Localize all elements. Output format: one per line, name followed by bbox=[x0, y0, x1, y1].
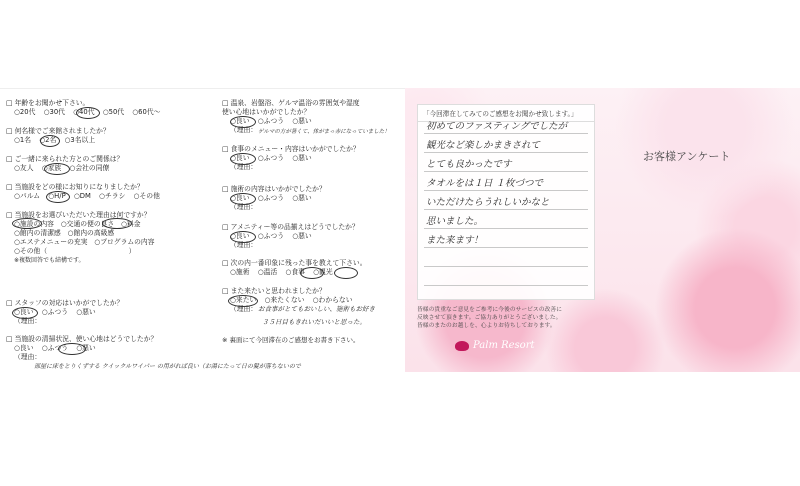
option-good[interactable]: ○良い bbox=[230, 232, 250, 240]
comment-line: 初めてのファスティングでしたが bbox=[424, 121, 588, 134]
option-good[interactable]: ○良い bbox=[14, 308, 34, 316]
option-average[interactable]: ○ふつう bbox=[41, 344, 69, 352]
circle-mark bbox=[40, 135, 60, 147]
question-reason: □ 当施設をお選びいただいた理由は何ですか？ ○施設の内容 ○交通の便の良さ ○料金 ○館内の清潔感 ○館内の高級感 ○エステメニューの充実 ○プログラムの内容 ○その他（ ） ※複数回答でも結構です。 bbox=[6, 211, 155, 264]
option-flyer[interactable]: ○チラシ bbox=[99, 192, 126, 200]
question-age: □ 年齢をお聞かせ下さい。 ○20代 ○30代 ○40代 ○50代 ○60代～ bbox=[6, 99, 161, 116]
comment-line: いただけたらうれしいかなと bbox=[424, 197, 588, 210]
option-not-return[interactable]: ○来たくない bbox=[264, 296, 305, 304]
option-good[interactable]: ○良い bbox=[230, 117, 250, 125]
question-companion: □ ご一緒に来られた方とのご関係は？ ○友人 ○家族 ○会社の同僚 bbox=[6, 155, 124, 172]
option-dm[interactable]: ○DM bbox=[73, 192, 91, 200]
question-source: □ 当施設をどの様にお知りになりましたか？ ○パルム ○H/P ○DM ○チラシ ○その他 bbox=[6, 183, 160, 200]
question-bath: □ 温泉、岩盤浴、ゲルマ温浴の雰囲気や湿度 使い心地はいかがでしたか？ ○良い ○ふつう ○悪い （理由： bbox=[222, 99, 360, 134]
circle-mark bbox=[230, 153, 256, 165]
handwritten-comment: ゲルマの方が暑くて、体がまっ赤になっていました！ bbox=[258, 129, 390, 135]
option-average[interactable]: ○ふつう bbox=[257, 154, 285, 162]
option-meal[interactable]: ○食事 bbox=[285, 268, 305, 276]
circle-mark bbox=[46, 191, 70, 203]
option-60s[interactable]: ○60代～ bbox=[132, 108, 161, 116]
option-unsure[interactable]: ○わからない bbox=[312, 296, 353, 304]
survey-title: お客様アンケート bbox=[643, 150, 731, 163]
comment-card bbox=[417, 104, 595, 300]
option-average[interactable]: ○ふつう bbox=[257, 232, 285, 240]
option-homepage[interactable]: ○H/P bbox=[48, 192, 66, 200]
handwritten-comment: ３５日目もきれいだいいと思った。 bbox=[262, 318, 366, 326]
circle-mark bbox=[230, 116, 256, 128]
option-bad[interactable]: ○悪い bbox=[76, 344, 96, 352]
option-3-plus[interactable]: ○3名以上 bbox=[64, 136, 96, 144]
handwritten-comment: 部屋に床をとりくずする クイックルワイパー の用がれば良い（お湯にたって日の髪が落ちないので bbox=[34, 363, 301, 370]
survey-sheet bbox=[0, 88, 800, 372]
option-average[interactable]: ○ふつう bbox=[257, 117, 285, 125]
circle-mark bbox=[230, 193, 256, 205]
comment-line: 観光など楽しかまきされて bbox=[424, 140, 588, 153]
footer-message: 皆様の貴重なご意見をご参考に今後のサービスの改善に 反映させて頂きます。ご協力ありがとうございました。 皆様のまたのお越しを、心よりお待ちしております。 bbox=[417, 307, 562, 329]
circle-mark bbox=[102, 218, 132, 229]
comment-page bbox=[405, 88, 800, 372]
option-palm[interactable]: ○パルム bbox=[14, 192, 41, 200]
circle-mark bbox=[334, 267, 358, 279]
comment-line bbox=[424, 273, 588, 286]
option-good[interactable]: ○良い bbox=[230, 194, 250, 202]
comment-line bbox=[424, 254, 588, 267]
comment-line: また来ます！ bbox=[424, 235, 588, 248]
footnote: ※ 裏面にて今回滞在のご感想をお書き下さい。 bbox=[222, 336, 360, 344]
circle-mark bbox=[300, 267, 324, 279]
option-bad[interactable]: ○悪い bbox=[292, 232, 312, 240]
comment-line: 思いました。 bbox=[424, 216, 588, 229]
option-average[interactable]: ○ふつう bbox=[41, 308, 69, 316]
option-good[interactable]: ○良い bbox=[14, 344, 34, 352]
option-other[interactable]: ○その他 bbox=[133, 192, 160, 200]
option-40s[interactable]: ○40代 bbox=[73, 108, 95, 116]
question-meal: □ 食事のメニュー・内容はいかがでしたか？ ○良い ○ふつう ○悪い （理由： bbox=[222, 145, 360, 171]
option-average[interactable]: ○ふつう bbox=[257, 194, 285, 202]
question-party-size: □ 何名様でご来館されましたか？ ○1名 ○2名 ○3名以上 bbox=[6, 127, 110, 144]
circle-mark bbox=[12, 307, 38, 319]
option-50s[interactable]: ○50代 bbox=[102, 108, 125, 116]
option-want-to-return[interactable]: ○来たい bbox=[230, 296, 257, 304]
question-cleanliness: □ 当施設の清掃状況、使い心地はどうでしたか？ ○良い ○ふつう ○悪い （理由： bbox=[6, 335, 158, 361]
circle-mark bbox=[228, 295, 258, 307]
card-header: 「今回滞在してみてのご感想をお聞かせ致します。」 bbox=[418, 105, 594, 122]
question-staff: □ スタッフの対応はいかがでしたか？ ○良い ○ふつう ○悪い （理由： bbox=[6, 299, 124, 325]
option-20s[interactable]: ○20代 bbox=[14, 108, 36, 116]
option-treatment[interactable]: ○施術 bbox=[230, 268, 250, 276]
comment-line: とても良かったです bbox=[424, 159, 588, 172]
option-bad[interactable]: ○悪い bbox=[292, 194, 312, 202]
option-bad[interactable]: ○悪い bbox=[76, 308, 96, 316]
option-friend[interactable]: ○友人 bbox=[14, 164, 34, 172]
option-family[interactable]: ○家族 bbox=[41, 164, 62, 172]
handwritten-comment: お食事がとてもおいしい、施術もお好き bbox=[258, 305, 375, 313]
question-return: □ また来たいと思われましたか？ ○来たい ○来たくない ○わからない （理由： bbox=[222, 287, 353, 313]
option-warming[interactable]: ○温活 bbox=[257, 268, 278, 276]
question-amenity: □ アメニティー等の品揃えはどうでしたか？ ○良い ○ふつう ○悪い （理由： bbox=[222, 223, 359, 249]
question-treatment: □ 施術の内容はいかがでしたか？ ○良い ○ふつう ○悪い （理由： bbox=[222, 185, 326, 211]
option-bad[interactable]: ○悪い bbox=[292, 154, 312, 162]
circle-mark bbox=[41, 163, 70, 175]
option-good[interactable]: ○良い bbox=[230, 154, 250, 162]
option-30s[interactable]: ○30代 bbox=[43, 108, 65, 116]
option-2-people[interactable]: ○2名 bbox=[39, 136, 57, 144]
circle-mark bbox=[76, 107, 100, 119]
palm-resort-logo: Palm Resort bbox=[455, 340, 535, 351]
flower-logo-icon bbox=[455, 341, 469, 351]
option-bad[interactable]: ○悪い bbox=[292, 117, 312, 125]
circle-mark bbox=[58, 343, 86, 355]
question-impression: □ 次の内一番印象に残った事を教えて下さい。 ○施術 ○温活 ○食事 ○観光 bbox=[222, 259, 367, 276]
questionnaire-page bbox=[0, 88, 405, 372]
circle-mark bbox=[12, 218, 42, 229]
option-coworker[interactable]: ○会社の同僚 bbox=[69, 164, 110, 172]
option-sightseeing[interactable]: ○観光 bbox=[313, 268, 333, 276]
option-1-person[interactable]: ○1名 bbox=[14, 136, 32, 144]
comment-line: タオルをは１日 １枚づつで bbox=[424, 178, 588, 191]
circle-mark bbox=[230, 231, 256, 243]
